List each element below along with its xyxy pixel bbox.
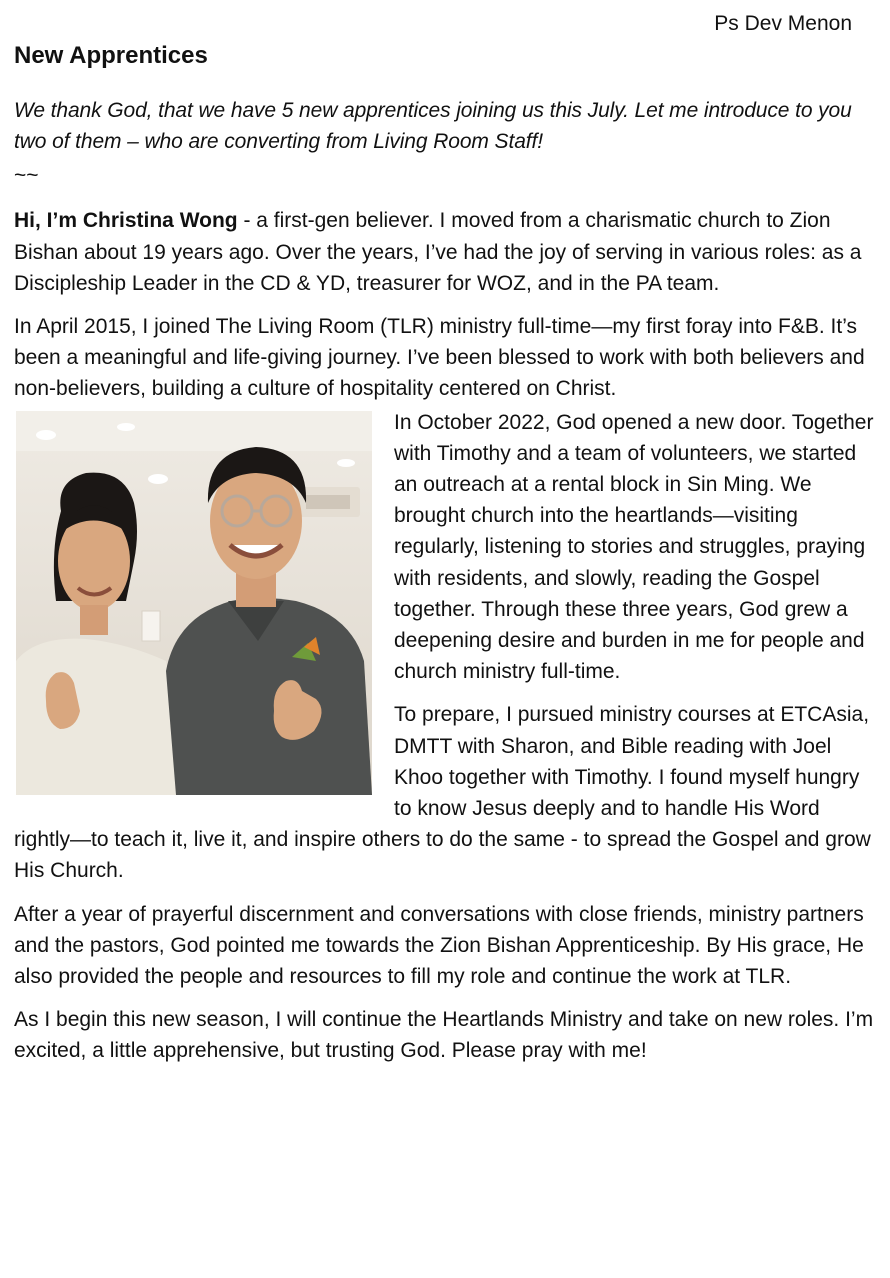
separator: ~~ xyxy=(14,164,39,188)
page-title: New Apprentices xyxy=(14,42,208,69)
paragraph-discernment: After a year of prayerful discernment and conversations with close friends, ministry partners and the pastors, God pointed me towards the Zion Bishan Apprenticeship. By His grace, He also provided the people and resources to fill my role and continue the work at TLR. xyxy=(14,902,864,989)
intro-text: We thank God, that we have 5 new apprentices joining us this July. Let me introduce to you two of them – who are converting from Living Room Staff! xyxy=(14,99,852,154)
introduction-text: - a first-gen believer. I moved from a charismatic church to Zion Bishan about 19 years ago. Over the years, I’ve had the joy of serving in various roles: as a Discipleship Leader in the CD & YD, treasurer for WOZ, and in the PA team. xyxy=(14,209,862,295)
author-greeting: Hi, I’m Christina Wong xyxy=(14,209,238,233)
woman-shirt xyxy=(16,638,191,794)
paragraph-outreach: In October 2022, God opened a new door. Together with Timothy and a team of volunteers, we started an outreach at a rental block in Sin Ming. We brought church into the heartlands—visiting regularly, listening to stories and struggles, praying with residents, and slowly, reading the Gospel together. Through these three years, God grew a deepening desire and burden in me for people and church ministry full-time. xyxy=(394,410,874,684)
photo-christina-and-timothy xyxy=(16,411,372,795)
paragraph-tlr-ministry: In April 2015, I joined The Living Room (TLR) ministry full-time—my first foray into F&B. It’s been a meaningful and life-giving journey. I’ve been blessed to work with both believers and non-believers, building a culture of hospitality centered on Christ. xyxy=(14,315,865,401)
paragraph-new-season: As I begin this new season, I will continue the Heartlands Ministry and take on new roles. I’m excited, a little apprehensive, but trusting God. Please pray with me! xyxy=(14,1008,874,1063)
man-shirt xyxy=(166,598,372,795)
paragraph-introduction xyxy=(14,205,876,299)
author-name: Ps Dev Menon xyxy=(714,12,852,35)
paragraph-preparation: To prepare, I pursued ministry courses at ETCAsia, DMTT with Sharon, and Bible reading with Joel Khoo together with Timothy. I found myself hungry to know Jesus deeply and to handle His Word rightly—to teach it, live it, and inspire others to do the same - to spread the Gospel and grow His Church. xyxy=(14,703,871,883)
